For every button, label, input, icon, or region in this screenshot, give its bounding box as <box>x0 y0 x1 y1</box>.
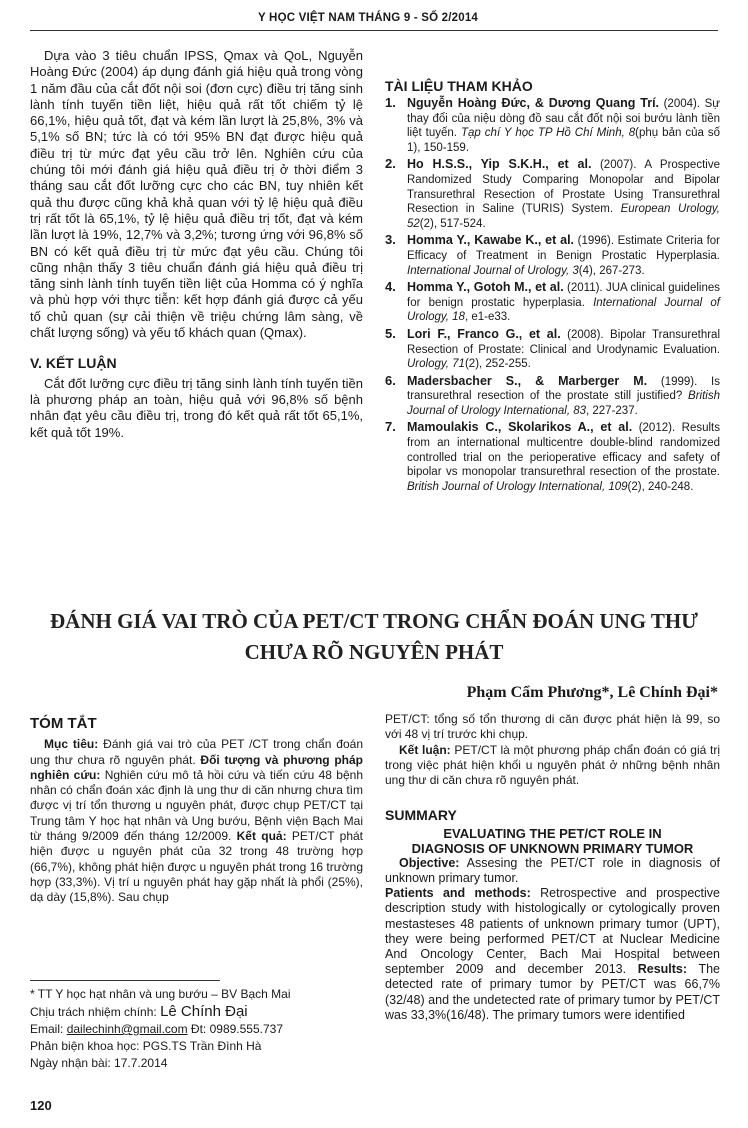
objective-text: Đánh giá vai trò của PET /CT trong chẩn đoán ung thư chưa rõ nguyên phát. <box>30 737 363 767</box>
footnote-affiliation: * TT Y học hạt nhân và ung bướu – BV Bạch Mai <box>30 987 291 1001</box>
reference-text: (2007). A Prospective Randomized Study Comparing Monopolar and Bipolar Transurethral Resection of Prostate Using Transurethral Resection in Saline (TURIS) System. <box>407 159 720 216</box>
footnote <box>30 986 363 1072</box>
abstract-conclusion <box>385 743 720 789</box>
article-title-line-1: ĐÁNH GIÁ VAI TRÒ CỦA PET/CT TRONG CHẨN ĐOÁN UNG THƯ <box>50 609 698 633</box>
reference-text: (2004). Sự thay đổi của niệu dòng đồ sau cắt đốt nội soi bướu lành tiền liệt tuyến. <box>407 98 720 140</box>
conclusion-heading: V. KẾT LUẬN <box>30 355 117 372</box>
footnote-responsible <box>30 1003 363 1021</box>
reference-authors: Ho H.S.S., Yip S.K.H., et al. <box>407 157 592 172</box>
conclusion-text: Cắt đốt lưỡng cực điều trị tăng sinh lành tính tuyến tiền là phương pháp an toàn, hiệu quả với 96,8% số bệnh nhân đạt yêu cầu điều trị, trong đó kết quả rất tốt 65,1%, kết quả tốt 19%. <box>30 375 363 440</box>
discussion-column <box>30 48 363 441</box>
abstract-continued <box>385 712 720 1023</box>
reference-journal: International Journal of Urology, 18 <box>407 296 720 324</box>
email-link[interactable]: dailechinh@gmail.com <box>66 1022 188 1036</box>
reference-number: 7. <box>385 419 396 435</box>
summary-results-label: Results: <box>637 962 688 977</box>
article-title-line-2: CHƯA RÕ NGUYÊN PHÁT <box>244 640 504 664</box>
reference-tail: (phụ bản của số 1), 150-159. <box>407 127 720 154</box>
reference-tail: , e1-e33. <box>464 311 511 324</box>
reference-body <box>407 157 720 231</box>
reference-item <box>385 327 720 372</box>
reference-tail: (2), 517-524. <box>419 217 486 230</box>
reference-number: 2. <box>385 156 396 172</box>
reference-item <box>385 96 720 155</box>
summary-methods-label: Patients and methods: <box>385 886 531 901</box>
reference-tail: , 227-237. <box>586 404 638 417</box>
reference-journal: Urology, 71 <box>407 358 465 371</box>
page-number: 120 <box>30 1098 52 1113</box>
footnote-rule <box>30 980 220 981</box>
reference-item <box>385 233 720 278</box>
footnote-reviewer: Phản biện khoa học: PGS.TS Trần Đình Hà <box>30 1039 262 1053</box>
conclusion-label: Kết luận: <box>399 742 451 757</box>
reference-number: 6. <box>385 372 396 388</box>
reference-item <box>385 157 720 231</box>
abstract-vi <box>30 708 363 906</box>
email-label: Email: <box>30 1022 67 1036</box>
reference-authors: Lori F., Franco G., et al. <box>407 326 561 341</box>
reference-number: 4. <box>385 279 396 295</box>
footnote-received-date: Ngày nhận bài: 17.7.2014 <box>30 1056 168 1070</box>
phone-number: Đt: 0989.555.737 <box>187 1022 284 1036</box>
header-rule <box>30 30 718 31</box>
summary-objective-text: Assesing the PET/CT role in diagnosis of unknown primary tumor. <box>385 855 720 885</box>
references-list <box>385 96 720 496</box>
summary-subtitle <box>385 826 720 856</box>
reference-body <box>407 420 720 494</box>
summary-subtitle-line-1: EVALUATING THE PET/CT ROLE IN <box>443 825 662 841</box>
article-authors: Phạm Cẩm Phương*, Lê Chính Đại* <box>466 684 718 701</box>
reference-text: (2008). Bipolar Transurethral Resection of Prostate: Clinical and Urodynamic Evaluation. <box>407 328 721 356</box>
reference-journal: European Urology, 52 <box>407 203 720 230</box>
methods-text: Nghiên cứu mô tả hồi cứu và tiến cứu 48 bệnh nhân có chẩn đoán xác định là ung thư di căn nhưng chưa tìm được vị trí tổn thương u nguyên phát, được chụp PET/CT tại Trung tâm Y học hạt nhân và Ung bướu, Bệnh viện Bạch Mai từ tháng 9/2009 đến tháng 12/2009. <box>30 767 363 844</box>
reference-authors: Homma Y., Kawabe K., et al. <box>407 233 575 248</box>
reference-text: (2012). Results from an international multicentre double-blind randomized controlled trial on the perioperative efficacy and safety of bipolar vs monopolar transurethral resection of the prostate. <box>407 422 720 479</box>
results-label: Kết quả: <box>236 829 287 844</box>
objective-label: Mục tiêu: <box>44 737 99 752</box>
reference-text: (2011). JUA clinical guidelines for benign prostatic hyperplasia. <box>407 282 720 309</box>
reference-body <box>407 280 720 325</box>
reference-tail: (2), 240-248. <box>627 480 694 493</box>
responsible-label: Chịu trách nhiệm chính: <box>30 1005 161 1019</box>
abstract-body <box>30 737 363 905</box>
reference-text: (1999). Is transurethral resection of the prostate still justified? <box>407 375 720 403</box>
reference-journal: British Journal of Urology International, 109 <box>407 480 628 493</box>
reference-item <box>385 280 720 325</box>
reference-journal: Tạp chí Y học TP Hồ Chí Minh, 8 <box>461 127 636 140</box>
reference-journal: British Journal of Urology International, 83 <box>407 390 720 417</box>
reference-number: 1. <box>385 95 396 110</box>
summary-heading: SUMMARY <box>385 807 457 824</box>
responsible-name: Lê Chính Đại <box>160 1003 248 1020</box>
reference-authors: Nguyễn Hoàng Đức, & Dương Quang Trí. <box>407 96 660 110</box>
reference-number: 5. <box>385 325 396 341</box>
reference-tail: (4), 267-273. <box>578 264 645 277</box>
reference-body <box>407 327 720 372</box>
article-title <box>40 606 708 668</box>
summary-methods-text: Retrospective and prospective description study with histologically or cytologically proven mestasteses 48 patients of unknown primary tumor (UPT), they were being performed PET/CT at Nuclear Medicine And Oncology Center, Bach Mai Hospital between september 2009 and december 2013. <box>385 886 720 977</box>
reference-text: (1996). Estimate Criteria for Efficacy of Treatment in Benign Prostatic Hyperplasia. <box>407 235 721 262</box>
reference-authors: Madersbacher S., & Marberger M. <box>407 373 648 388</box>
reference-item <box>385 374 720 419</box>
reference-body <box>407 374 720 419</box>
references-heading: TÀI LIỆU THAM KHẢO <box>385 78 533 94</box>
reference-number: 3. <box>385 232 396 248</box>
methods-label: Đối tượng và phương pháp nghiên cứu: <box>30 752 363 782</box>
reference-authors: Mamoulakis C., Skolarikos A., et al. <box>407 420 633 435</box>
reference-journal: International Journal of Urology, 3 <box>407 264 579 277</box>
reference-body <box>407 233 720 278</box>
running-header: Y HỌC VIỆT NAM THÁNG 9 - SỐ 2/2014 <box>258 12 479 24</box>
discussion-paragraph: Dựa vào 3 tiêu chuẩn IPSS, Qmax và QoL, Nguyễn Hoàng Đức (2004) áp dụng đánh giá hiệu quả trong vòng 1 năm đầu của cắt đốt nội soi (đơn cực) điều trị tăng sinh lành tính tuyến tiền liệt, hiệu quả rất tốt chiếm tỷ lệ 66,1%, hiệu quả tốt, đạt và kém lần lượt là 25,8%, 3% và 5,1% số BN; tức là có tới 95% BN đạt được hiệu quả điều trị từ mức đạt yêu cầu trở lên. Nghiên cứu của chúng tôi mới đánh giá hiệu quả điều trị ở thời điểm 3 tháng sau cắt đốt lưỡng cực cho các BN, tuy nhiên kết quả thu được cũng khả khả quan với tỷ lệ hiệu quả điều trị rất tốt là 65,1%, tỷ lệ hiệu quả điều trị tốt, đạt và kém lần lượt là 19%, 12,7% và 3,2%; tương ứng với 96,8% số BN có kết quả điều trị từ mức đạt yêu cầu. Chúng tôi cũng nhận thấy 3 tiêu chuẩn đánh giá hiệu quả điều trị tăng sinh lành tính tuyến tiền liệt của Homma có ý nghĩa và phù hợp với thực tiễn: kết hợp đánh giá được cả yếu tố chủ quan (sự cải thiện về triệu chứng lâm sàng, về chất lượng sống) và yếu tố khách quan (Qmax). <box>30 48 363 341</box>
reference-body <box>407 96 720 155</box>
reference-authors: Homma Y., Gotoh M., et al. <box>407 280 564 295</box>
abstract-heading: TÓM TẮT <box>30 715 97 732</box>
footnote-contact <box>30 1021 363 1038</box>
conclusion-abstract-text: PET/CT là một phương pháp chẩn đoán có giá trị trong việc phát hiện khối u nguyên phát ở những bệnh nhân ung thư di căn chưa rõ nguyên phát. <box>385 742 720 788</box>
summary-objective-label: Objective: <box>399 855 460 870</box>
reference-tail: (2), 252-255. <box>464 358 531 371</box>
summary-results-text: The detected rate of primary tumor by PET/CT was 66,7%(32/48) and the undetected rate of primary tumor by PET/CT was 33,3%(16/48). The primary tumors were identified <box>385 962 721 1022</box>
summary-subtitle-line-2: DIAGNOSIS OF UNKNOWN PRIMARY TUMOR <box>411 840 694 856</box>
reference-item <box>385 420 720 494</box>
results-text: PET/CT phát hiện được u nguyên phát của 32 trong 48 trường hợp (66,7%), không phát hiện được u nguyên phát trong 16 trường hợp (33,3%). Vị trí u nguyên phát hay gặp nhất là phổi (25%), dạ dày (15,8%). Sau chụp <box>30 829 364 905</box>
summary-body <box>385 856 720 1023</box>
results-continued: PET/CT: tổng số tổn thương di căn được phát hiện là 99, so với 48 vị trí trước khi chụp. <box>385 712 720 742</box>
